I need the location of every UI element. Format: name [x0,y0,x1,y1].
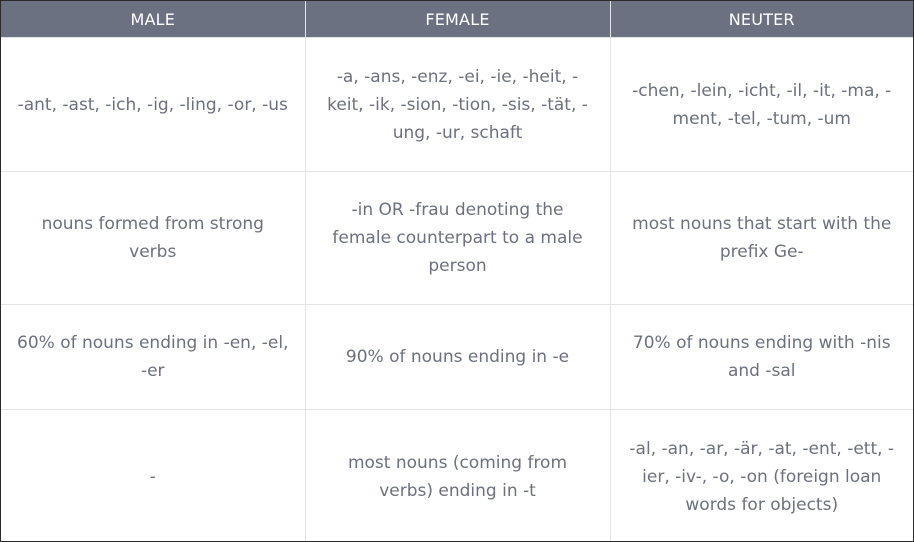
table-row [1,410,913,542]
header-male: MALE [1,1,305,38]
neuter-suffixes-cell: -chen, -lein, -icht, -il, -it, -ma, -ment, -tel, -tum, -um [610,38,913,172]
header-neuter: NEUTER [610,1,913,38]
neuter-rule-cell: most nouns that start with the prefix Ge- [610,172,913,305]
male-percentage-cell: 60% of nouns ending in -en, -el, -er [1,305,305,410]
table-row [1,38,913,172]
male-suffixes-cell: -ant, -ast, -ich, -ig, -ling, -or, -us [1,38,305,172]
female-percentage-cell: 90% of nouns ending in -e [305,305,610,410]
male-foreign-cell: - [1,410,305,542]
female-rule-cell: -in OR -frau denoting the female counterpart to a male person [305,172,610,305]
header-female: FEMALE [305,1,610,38]
neuter-percentage-cell: 70% of nouns ending with -nis and -sal [610,305,913,410]
table-row [1,172,913,305]
header-row [1,1,913,38]
male-rule-cell: nouns formed from strong verbs [1,172,305,305]
neuter-foreign-cell: -al, -an, -ar, -är, -at, -ent, -ett, -ier, -iv-, -o, -on (foreign loan words for objects) [610,410,913,542]
table-row [1,305,913,410]
gender-endings-table [1,1,913,542]
female-suffixes-cell: -a, -ans, -enz, -ei, -ie, -heit, -keit, -ik, -sion, -tion, -sis, -tät, -ung, -ur, schaft [305,38,610,172]
table-header [1,1,913,38]
table-body [1,38,913,542]
female-foreign-cell: most nouns (coming from verbs) ending in -t [305,410,610,542]
